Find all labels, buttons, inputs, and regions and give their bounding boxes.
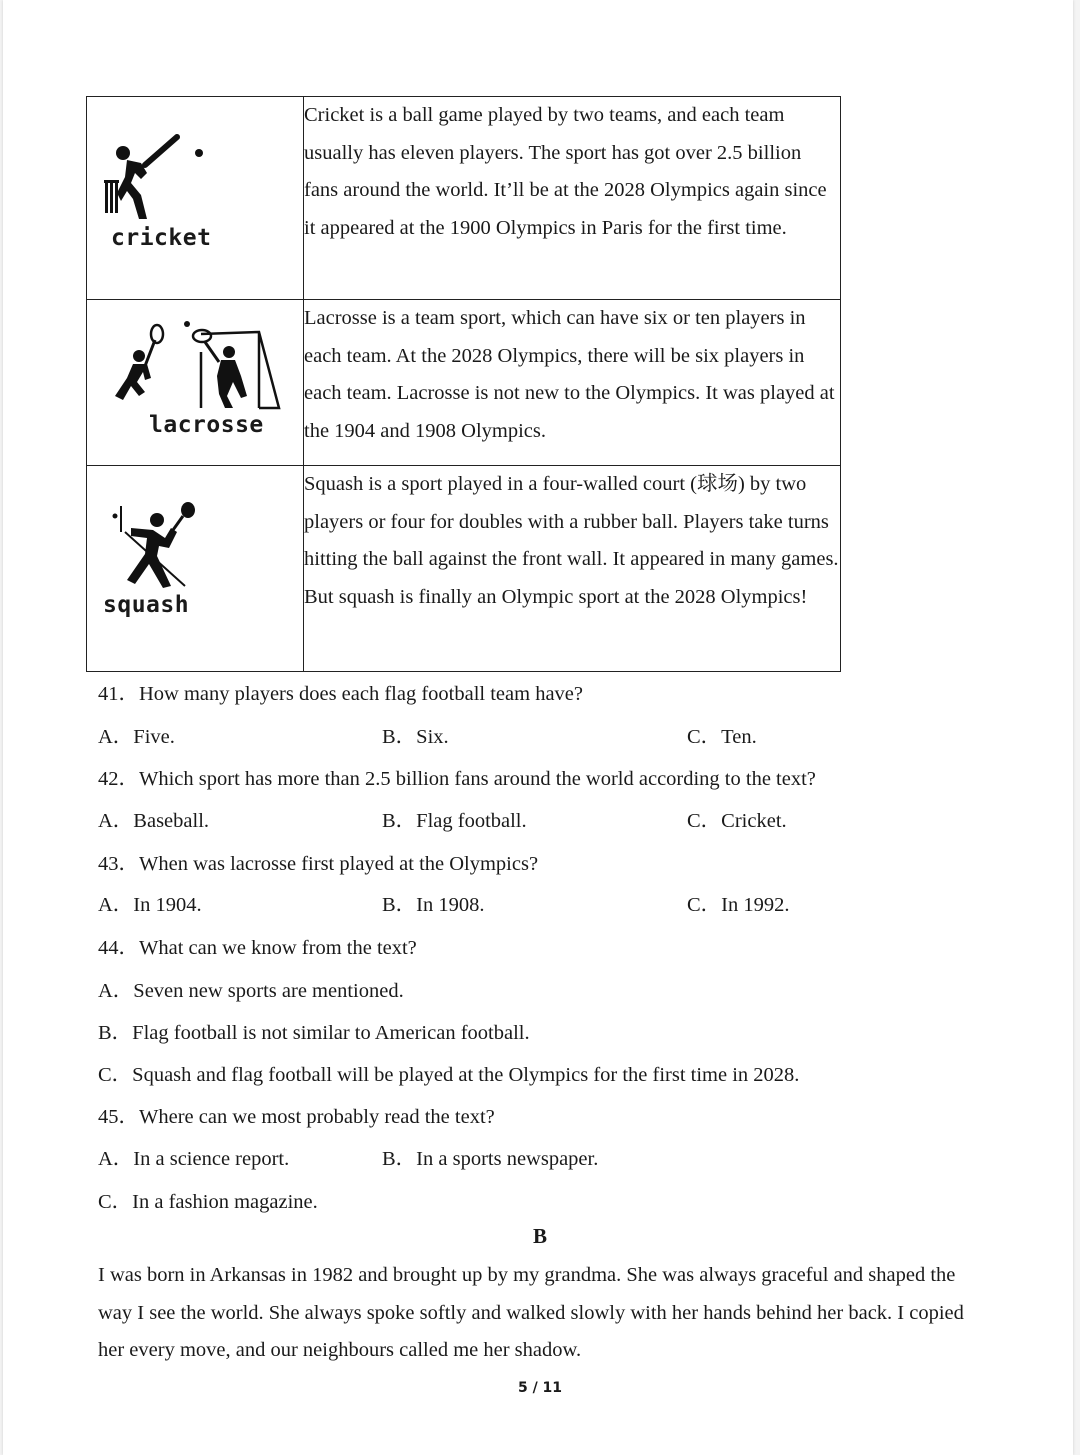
sport-description: Squash is a sport played in a four-walled court (球场) by two players or four for doubles with a rubber ball. Players take turns hitting the ball against the front wall. It appeared in many games. But squash is finally an Olympic sport at the 2028 Olympics! bbox=[304, 466, 841, 672]
question-43: 43．When was lacrosse first played at the Olympics? bbox=[98, 853, 539, 875]
option: B．Flag football. bbox=[382, 810, 527, 832]
squash-player-icon bbox=[101, 502, 211, 594]
page-number: 5 / 11 bbox=[517, 1380, 563, 1396]
sports-table bbox=[86, 96, 841, 672]
option: C．In 1992. bbox=[687, 894, 790, 916]
table-row bbox=[87, 97, 841, 300]
option: B．Flag football is not similar to American football. bbox=[98, 1022, 530, 1044]
lacrosse-players-icon bbox=[101, 320, 291, 412]
section-title: B bbox=[532, 1224, 547, 1248]
option: A．Five. bbox=[98, 726, 175, 748]
option: B．Six. bbox=[382, 726, 449, 748]
icon-cell bbox=[87, 97, 304, 300]
option: C．In a fashion magazine. bbox=[98, 1191, 318, 1213]
option: C．Squash and flag football will be played at the Olympics for the first time in 2028. bbox=[98, 1064, 800, 1086]
question-42: 42．Which sport has more than 2.5 billion fans around the world according to the text? bbox=[98, 768, 816, 790]
table-row bbox=[87, 466, 841, 672]
question-44: 44．What can we know from the text? bbox=[98, 937, 417, 959]
option: A．In 1904. bbox=[98, 894, 202, 916]
option: B．In 1908. bbox=[382, 894, 485, 916]
table-row bbox=[87, 300, 841, 466]
option: A．Seven new sports are mentioned. bbox=[98, 980, 404, 1002]
passage-paragraph: I was born in Arkansas in 1982 and brought up by my grandma. She was always graceful and shaped the way I see the world. She always spoke softly and walked slowly with her hands behind her back. I copied her every move, and our neighbours called me her shadow. bbox=[98, 1264, 964, 1361]
question-41: 41．How many players does each flag football team have? bbox=[98, 683, 583, 705]
question-45: 45．Where can we most probably read the text? bbox=[98, 1106, 495, 1128]
sport-description: Cricket is a ball game played by two teams, and each team usually has eleven players. The sport has got over 2.5 billion fans around the world. It’ll be at the 2028 Olympics again since it appeared at the 1900 Olympics in Paris for the first time. bbox=[304, 97, 841, 300]
sport-label: squash bbox=[103, 592, 190, 618]
sport-label: cricket bbox=[111, 225, 212, 251]
option: C．Ten. bbox=[687, 726, 757, 748]
sport-description: Lacrosse is a team sport, which can have six or ten players in each team. At the 2028 Olympics, there will be six players in each team. Lacrosse is not new to the Olympics. It was played at the 1904 and 1908 Olympics. bbox=[304, 300, 841, 466]
cricket-player-icon bbox=[101, 133, 211, 225]
option: C．Cricket. bbox=[687, 810, 787, 832]
sport-label: lacrosse bbox=[149, 412, 264, 438]
option: B．In a sports newspaper. bbox=[382, 1148, 599, 1170]
option: A．In a science report. bbox=[98, 1148, 290, 1170]
icon-cell bbox=[87, 466, 304, 672]
option: A．Baseball. bbox=[98, 810, 210, 832]
icon-cell bbox=[87, 300, 304, 466]
